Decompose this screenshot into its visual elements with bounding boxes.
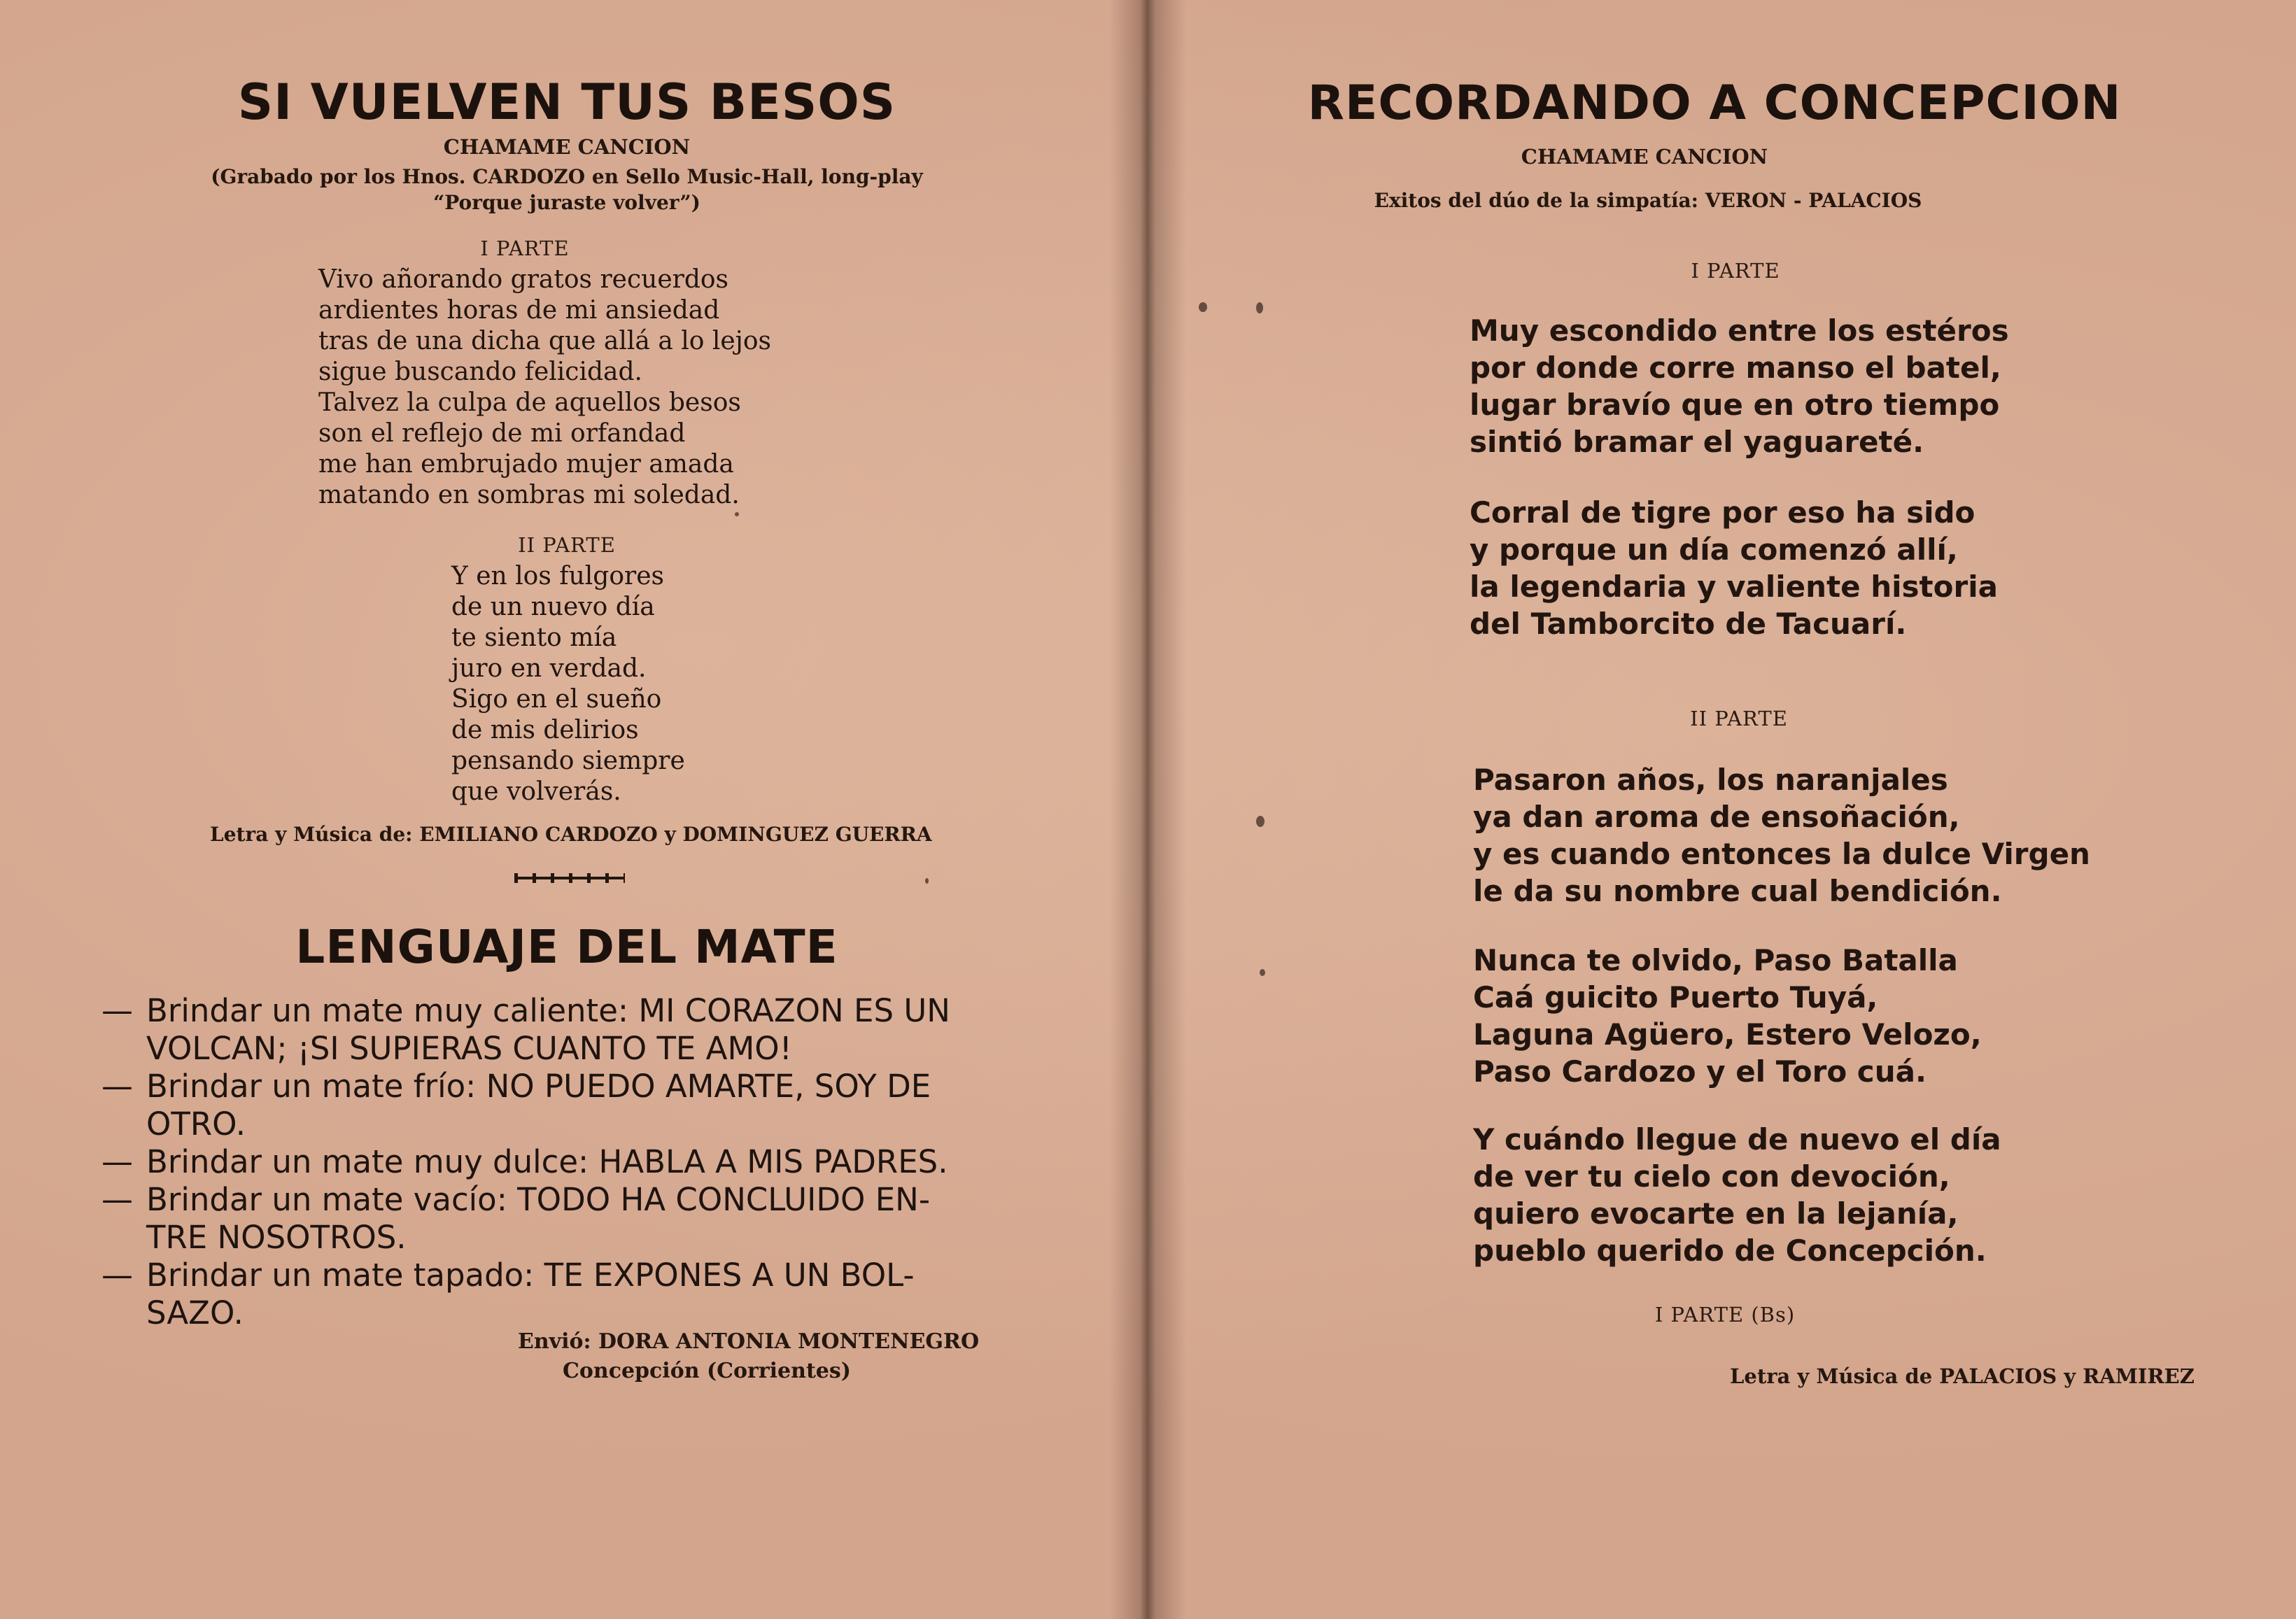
verse-line: ya dan aroma de ensoñación, <box>1473 800 1960 834</box>
song-title-recordando: RECORDANDO A CONCEPCION <box>1307 76 2122 131</box>
verse-line: Y cuándo llegue de nuevo el día <box>1473 1122 2001 1157</box>
dash: — <box>101 1257 133 1294</box>
part1-label: I PARTE <box>1691 259 1780 283</box>
verse-line: te siento mía <box>451 623 617 652</box>
stanza-5 <box>1473 1121 2001 1269</box>
mate-item-line: TRE NOSOTROS. <box>146 1219 407 1256</box>
paper-speck <box>1260 969 1265 976</box>
verse-line: juro en verdad. <box>451 654 647 683</box>
part1-label: I PARTE <box>480 236 570 260</box>
mate-item-line: Brindar un mate muy caliente: MI CORAZON ES UN <box>146 992 950 1029</box>
right-page <box>1165 0 2296 1619</box>
hits-note: Exitos del dúo de la simpatía: VERON - PALACIOS <box>1374 189 1922 212</box>
song-genre: CHAMAME CANCION <box>1521 145 1768 169</box>
mate-item-line: Brindar un mate frío: NO PUEDO AMARTE, SOY DE <box>146 1068 931 1105</box>
paper-speck <box>1256 302 1263 313</box>
paper-speck <box>735 512 739 516</box>
verse-line: ardientes horas de mi ansiedad <box>318 296 720 325</box>
part1-verse <box>318 264 771 511</box>
verse-line: por donde corre manso el batel, <box>1470 351 2001 385</box>
verse-line: lugar bravío que en otro tiempo <box>1470 388 2000 422</box>
verse-line: sintió bramar el yaguareté. <box>1470 425 1924 459</box>
recording-note-line1: (Grabado por los Hnos. CARDOZO en Sello Music-Hall, long-play <box>211 165 923 188</box>
verse-line: quiero evocarte en la lejanía, <box>1473 1196 1959 1231</box>
mate-item <box>101 1068 1053 1143</box>
verse-line: Corral de tigre por eso ha sido <box>1470 495 1975 530</box>
mate-item-line: Brindar un mate tapado: TE EXPONES A UN BOL- <box>146 1257 915 1294</box>
verse-line: Caá guicito Puerto Tuyá, <box>1473 980 1878 1014</box>
mate-item <box>101 1143 1053 1181</box>
verse-line: de ver tu cielo con devoción, <box>1473 1159 1950 1194</box>
mate-title: LENGUAJE DEL MATE <box>295 920 838 974</box>
verse-line: Talvez la culpa de aquellos besos <box>318 388 741 417</box>
verse-line: de mis delirios <box>451 716 639 744</box>
part2-label: II PARTE <box>518 533 616 557</box>
verse-line: pueblo querido de Concepción. <box>1473 1233 1987 1268</box>
part2-verse <box>451 561 685 807</box>
mate-item <box>101 1257 1053 1332</box>
song-credits: Letra y Música de PALACIOS y RAMIREZ <box>1730 1364 2195 1388</box>
song-genre: CHAMAME CANCION <box>443 135 691 159</box>
paper-speck <box>925 878 929 884</box>
dash: — <box>101 1181 133 1218</box>
mate-item-line: OTRO. <box>146 1105 246 1143</box>
part1b-label: I PARTE (Bs) <box>1654 1303 1796 1327</box>
dash: — <box>101 1143 133 1180</box>
verse-line: me han embrujado mujer amada <box>318 450 734 479</box>
verse-line: pensando siempre <box>451 747 685 775</box>
mate-item-line: Brindar un mate vacío: TODO HA CONCLUIDO EN- <box>146 1181 931 1218</box>
mate-item-line: VOLCAN; ¡SI SUPIERAS CUANTO TE AMO! <box>146 1030 792 1067</box>
mate-item <box>101 1181 1053 1257</box>
verse-line: Vivo añorando gratos recuerdos <box>318 265 729 294</box>
verse-line: tras de una dicha que allá a lo lejos <box>318 327 771 355</box>
recording-note-line2: “Porque juraste volver”) <box>433 191 700 214</box>
stanza-2 <box>1470 494 1998 642</box>
song-title-si-vuelven: SI VUELVEN TUS BESOS <box>237 73 896 131</box>
mate-item <box>101 992 1053 1068</box>
stanza-3 <box>1473 761 2090 910</box>
sender-line1: Envió: DORA ANTONIA MONTENEGRO <box>518 1329 980 1354</box>
verse-line: Laguna Agüero, Estero Velozo, <box>1473 1017 1982 1052</box>
verse-line: y es cuando entonces la dulce Virgen <box>1473 837 2090 871</box>
paper-speck <box>1256 816 1265 827</box>
verse-line: que volverás. <box>451 777 621 806</box>
verse-line: Nunca te olvido, Paso Batalla <box>1473 943 1958 977</box>
verse-line: de un nuevo día <box>451 593 655 621</box>
part2-label: II PARTE <box>1690 707 1788 730</box>
mate-list <box>101 992 1053 1332</box>
verse-line: la legendaria y valiente historia <box>1470 570 1998 604</box>
verse-line: del Tamborcito de Tacuarí. <box>1470 607 1907 641</box>
song-credits: Letra y Música de: EMILIANO CARDOZO y DOMINGUEZ GUERRA <box>210 823 932 846</box>
dash: — <box>101 992 133 1029</box>
verse-line: sigue buscando felicidad. <box>318 358 642 386</box>
verse-line: le da su nombre cual bendición. <box>1473 874 2002 908</box>
sender-line2: Concepción (Corrientes) <box>563 1359 851 1383</box>
mate-item-line: Brindar un mate muy dulce: HABLA A MIS PADRES. <box>146 1143 948 1180</box>
section-divider <box>514 873 625 883</box>
stanza-4 <box>1473 942 1982 1090</box>
verse-line: Pasaron años, los naranjales <box>1473 763 1948 797</box>
verse-line: Paso Cardozo y el Toro cuá. <box>1473 1054 1927 1089</box>
dash: — <box>101 1068 133 1105</box>
verse-line: matando en sombras mi soledad. <box>318 481 740 509</box>
verse-line: Muy escondido entre los estéros <box>1470 313 2009 348</box>
verse-line: y porque un día comenzó allí, <box>1470 532 1958 567</box>
verse-line: Sigo en el sueño <box>451 685 662 714</box>
stanza-1 <box>1470 312 2009 460</box>
left-page <box>0 0 1137 1619</box>
verse-line: son el reflejo de mi orfandad <box>318 419 686 448</box>
mate-item-line: SAZO. <box>146 1294 244 1331</box>
paper-speck <box>1199 302 1207 312</box>
verse-line: Y en los fulgores <box>451 562 664 591</box>
